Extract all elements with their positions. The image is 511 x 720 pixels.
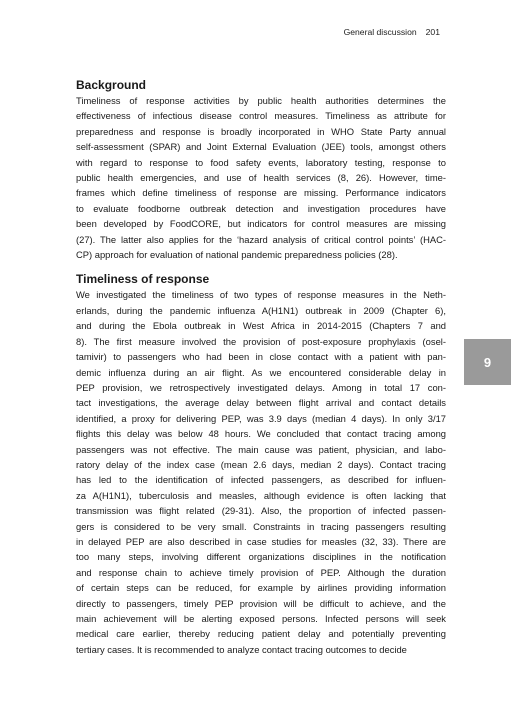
text-line: We investigated the timeliness of two types of response measures in the Neth- xyxy=(76,289,446,301)
running-header-section: General discussion xyxy=(343,27,417,37)
text-line: identified, a proxy for delivering PEP, was 3.9 days (median 4 days). In only 3/17 xyxy=(76,412,446,424)
text-line: public health emergencies, and use of health services (8, 26). However, time- xyxy=(76,172,446,184)
text-line: self-assessment (SPAR) and Joint External Evaluation (JEE) tools, amongst others xyxy=(76,141,446,153)
text-line: ratory delay of the index case (mean 2.6 days, median 2 days). Contact tracing xyxy=(76,458,446,470)
paragraph-timeliness xyxy=(76,287,446,657)
section-heading-timeliness: Timeliness of response xyxy=(76,272,210,287)
paragraph-background xyxy=(76,93,446,262)
text-line: of certain steps can be reduced, for example by airlines providing information xyxy=(76,582,446,594)
page-number: 201 xyxy=(425,27,440,37)
text-line: za A(H1N1), tuberculosis and measles, although evidence is often lacking that xyxy=(76,489,446,501)
text-line: preparedness and response is broadly incorporated in WHO State Party annual xyxy=(76,125,446,137)
text-line: Timeliness of response activities by public health authorities determines the xyxy=(76,95,446,106)
text-line: tact investigations, the average delay between flight arrival and contact details xyxy=(76,397,446,409)
page-body xyxy=(76,77,446,657)
text-line: flights this delay was below 48 hours. We concluded that contact tracing among xyxy=(76,428,446,440)
text-line: main achievement will be alerting exposed persons. Infected persons will seek xyxy=(76,613,446,624)
section-timeliness-of-response xyxy=(76,271,446,657)
running-header xyxy=(344,27,440,37)
text-line: gers is considered to be very small. Constraints in tracing passengers resulting xyxy=(76,520,446,532)
section-heading-background: Background xyxy=(76,78,147,92)
text-line: frames which define timeliness of response are missing. Performance indicators xyxy=(76,187,446,199)
text-line: medical care earlier, thereby reducing patient delay and potentially preventing xyxy=(76,628,446,640)
text-line: (27). The latter also applies for the ‘hazard analysis of critical control points’ (HAC- xyxy=(76,233,446,245)
text-line: transmission was flight related (29-31). Also, the proportion of infected passen- xyxy=(76,505,446,517)
text-line: tamivir) to passengers who had been in close contact with a patient with pan- xyxy=(76,351,446,363)
text-line: has led to the identification of infected passengers, as described for influen- xyxy=(76,474,446,486)
text-line: and response chain to achieve timely provision of PEP. Although the duration xyxy=(76,566,446,578)
text-line: with regard to response to food safety events, laboratory testing, response to xyxy=(76,156,446,168)
chapter-tab: 9 xyxy=(464,339,511,385)
section-background xyxy=(76,77,446,262)
text-line: been developed by FoodCORE, but indicators for control measures are missing xyxy=(76,218,446,230)
text-line: CP) approach for evaluation of national pandemic preparedness policies (28). xyxy=(76,249,398,261)
text-line: and during the Ebola outbreak in West Africa in 2014-2015 (Chapters 7 and xyxy=(76,320,446,332)
text-line: PEP provision, we retrospectively investigated delays. Among in total 17 con- xyxy=(76,381,446,393)
text-line: demic influenza during an air flight. As we encountered considerable delay in xyxy=(76,366,446,378)
text-line: effectiveness of infectious disease control measures. Timeliness as attribute for xyxy=(76,110,446,122)
text-line: to evaluate foodborne outbreak detection and investigation procedures have xyxy=(76,202,446,214)
text-line: erlands, during the pandemic influenza A(H1N1) outbreak in 2009 (Chapter 6), xyxy=(76,304,446,316)
text-line: passengers was not effective. The main cause was patient, physician, and labo- xyxy=(76,443,446,455)
text-line: too many steps, involving different organizations disciplines in the notification xyxy=(76,551,446,563)
text-line: 8). The first measure involved the provision of post-exposure prophylaxis (osel- xyxy=(76,335,446,347)
text-line: in delayed PEP are also described in case studies for measles (32, 33). There are xyxy=(76,535,446,547)
text-line: directly to passengers, timely PEP provision will be difficult to achieve, and the xyxy=(76,597,446,609)
text-line: tertiary cases. It is recommended to analyze contact tracing outcomes to decide xyxy=(76,643,407,655)
